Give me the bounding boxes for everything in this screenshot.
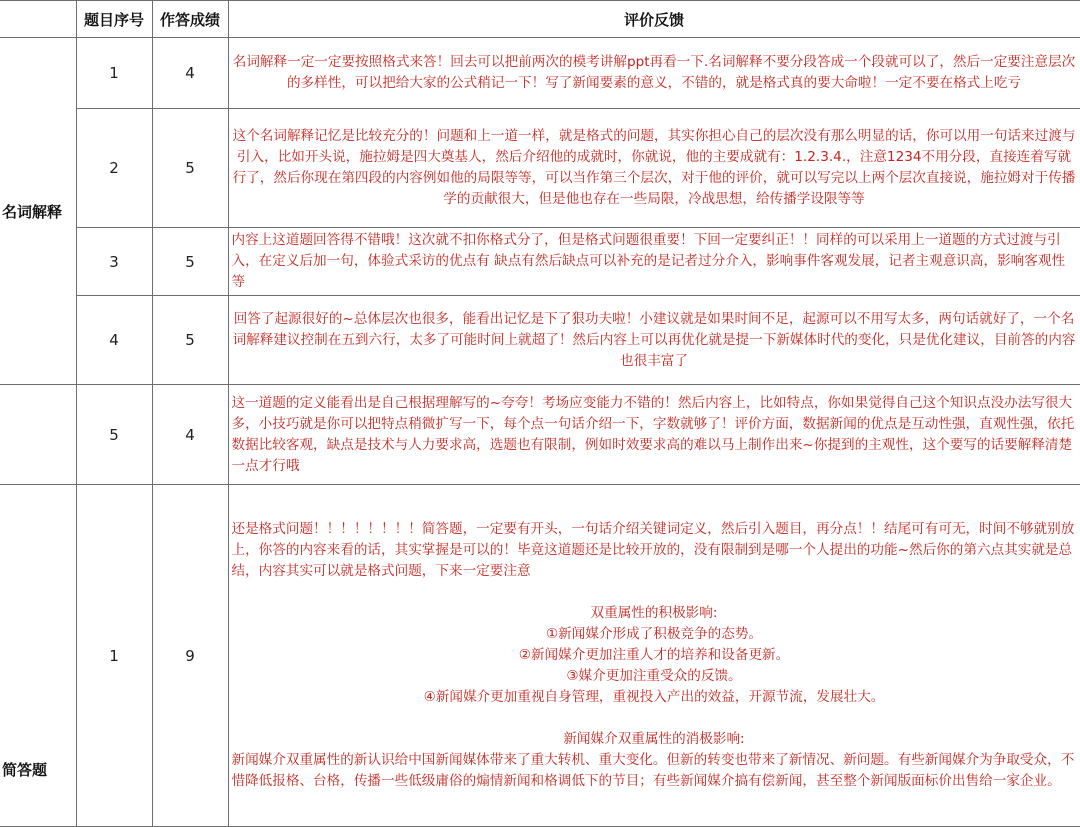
section-label-short-answer: 简答题 (0, 485, 76, 827)
feedback-cell: 名词解释一定一定要按照格式来答！回去可以把前两次的模考讲解ppt再看一下.名词解释不要分段答成一个段就可以了，然后一定要注意层次的多样性，可以把给大家的公式稍记一下！写了新闻要素的意义，不错的，就是格式真的要大命啦！一定不要在格式上吃亏 (228, 38, 1080, 109)
score-cell: 4 (152, 38, 228, 109)
question-no-cell: 1 (76, 38, 152, 109)
feedback-cell: 回答了起源很好的~总体层次也很多，能看出记忆是下了狠功夫啦！小建议就是如果时间不足，起源可以不用写太多，两句话就好了，一个名词解释建议控制在五到六行，太多了可能时间上就超了！然后内容上可以再优化就是提一下新媒体时代的变化，只是优化建议，目前答的内容也很丰富了 (228, 296, 1080, 385)
header-score: 作答成绩 (152, 1, 228, 38)
spacer (232, 582, 1077, 603)
table-row (0, 109, 1080, 228)
score-cell: 5 (152, 109, 228, 228)
question-no-cell: 3 (76, 228, 152, 296)
question-no-cell: 5 (76, 385, 152, 485)
positive-title: 双重属性的积极影响: (590, 605, 718, 621)
header-row (0, 1, 1080, 38)
header-question-no: 题目序号 (76, 1, 152, 38)
table-row (0, 385, 1080, 485)
essay-intro-text: 还是格式问题！！！！！！！！简答题，一定要有开头，一句话介绍关键词定义，然后引入题目，再分点！！结尾可有可无，时间不够就别放上，你答的内容来看的话，其实掌握是可以的！毕竟这道题还是比较开放的，没有限制到是哪一个人提出的功能~然后你的第六点其实就是总结，内容其实可以就是格式问题，下来一定要注意 (231, 521, 1075, 579)
score-cell: 5 (152, 228, 228, 296)
table-row (0, 228, 1080, 296)
header-feedback: 评价反馈 (228, 1, 1080, 38)
table-row (0, 485, 1080, 827)
table-row (0, 38, 1080, 109)
spacer (232, 708, 1077, 729)
positive-item-4: ④新闻媒介更加重视自身管理，重视投入产出的效益，开源节流，发展壮大。 (423, 689, 885, 705)
question-no-cell: 4 (76, 296, 152, 385)
question-no-cell: 1 (76, 485, 152, 827)
score-cell: 5 (152, 296, 228, 385)
positive-item-2: ②新闻媒介更加注重人才的培养和设备更新。 (518, 647, 790, 663)
feedback-cell: 这个名词解释记忆是比较充分的！问题和上一道一样，就是格式的问题，其实你担心自己的层次没有那么明显的话，你可以用一句话来过渡与引入，比如开头说，施拉姆是四大奠基人，然后介绍他的成就时，你就说，他的主要成就有：1.2.3.4.，注意1234不用分段，直接连着写就行了，然后你现在第四段的内容例如他的局限等等，可以当作第三个层次，对于他的评价，就可以写完以上两个层次直接说，施拉姆对于传播学的贡献很大，但是他也存在一些局限，冷战思想，给传播学设限等等 (228, 109, 1080, 228)
score-cell: 4 (152, 385, 228, 485)
score-cell: 9 (152, 485, 228, 827)
positive-item-1: ①新闻媒介形成了积极竞争的态势。 (545, 626, 763, 642)
feedback-cell-essay (228, 485, 1080, 827)
negative-title: 新闻媒介双重属性的消极影响: (563, 731, 745, 747)
table-row (0, 296, 1080, 385)
negative-body: 新闻媒介双重属性的新认识给中国新闻媒体带来了重大转机、重大变化。但新的转变也带来了新情况、新问题。有些新闻媒介为争取受众，不惜降低报格、台格，传播一些低级庸俗的煽情新闻和格调低下的节目；有些新闻媒介搞有偿新闻，甚至整个新闻版面标价出售给一家企业。 (231, 752, 1075, 789)
feedback-cell: 这一道题的定义能看出是自己根据理解写的~夸夸！考场应变能力不错的！然后内容上，比如特点，你如果觉得自己这个知识点没办法写很大多，小技巧就是你可以把特点稍微扩写一下，每个点一句话介绍一下，字数就够了！评价方面，数据新闻的优点是互动性强，直观性强，依托数据比较客观，缺点是技术与人力要求高，选题也有限制，例如时效要求高的难以马上制作出来~你提到的主观性，这个要写的话要解释清楚一点才行哦 (228, 385, 1080, 485)
feedback-cell: 内容上这道题回答得不错哦！这次就不扣你格式分了，但是格式问题很重要！下回一定要纠正！！同样的可以采用上一道题的方式过渡与引入，在定义后加一句，体验式采访的优点有 缺点有然后缺点可以补充的是记者过分介入，影响事件客观发展，记者主观意识高，影响客观性等 (228, 228, 1080, 296)
question-no-cell: 2 (76, 109, 152, 228)
header-category (0, 1, 76, 38)
section-label-blank (0, 385, 76, 485)
section-label-term-explanation: 名词解释 (0, 38, 76, 385)
positive-item-3: ③媒介更加注重受众的反馈。 (566, 668, 742, 684)
